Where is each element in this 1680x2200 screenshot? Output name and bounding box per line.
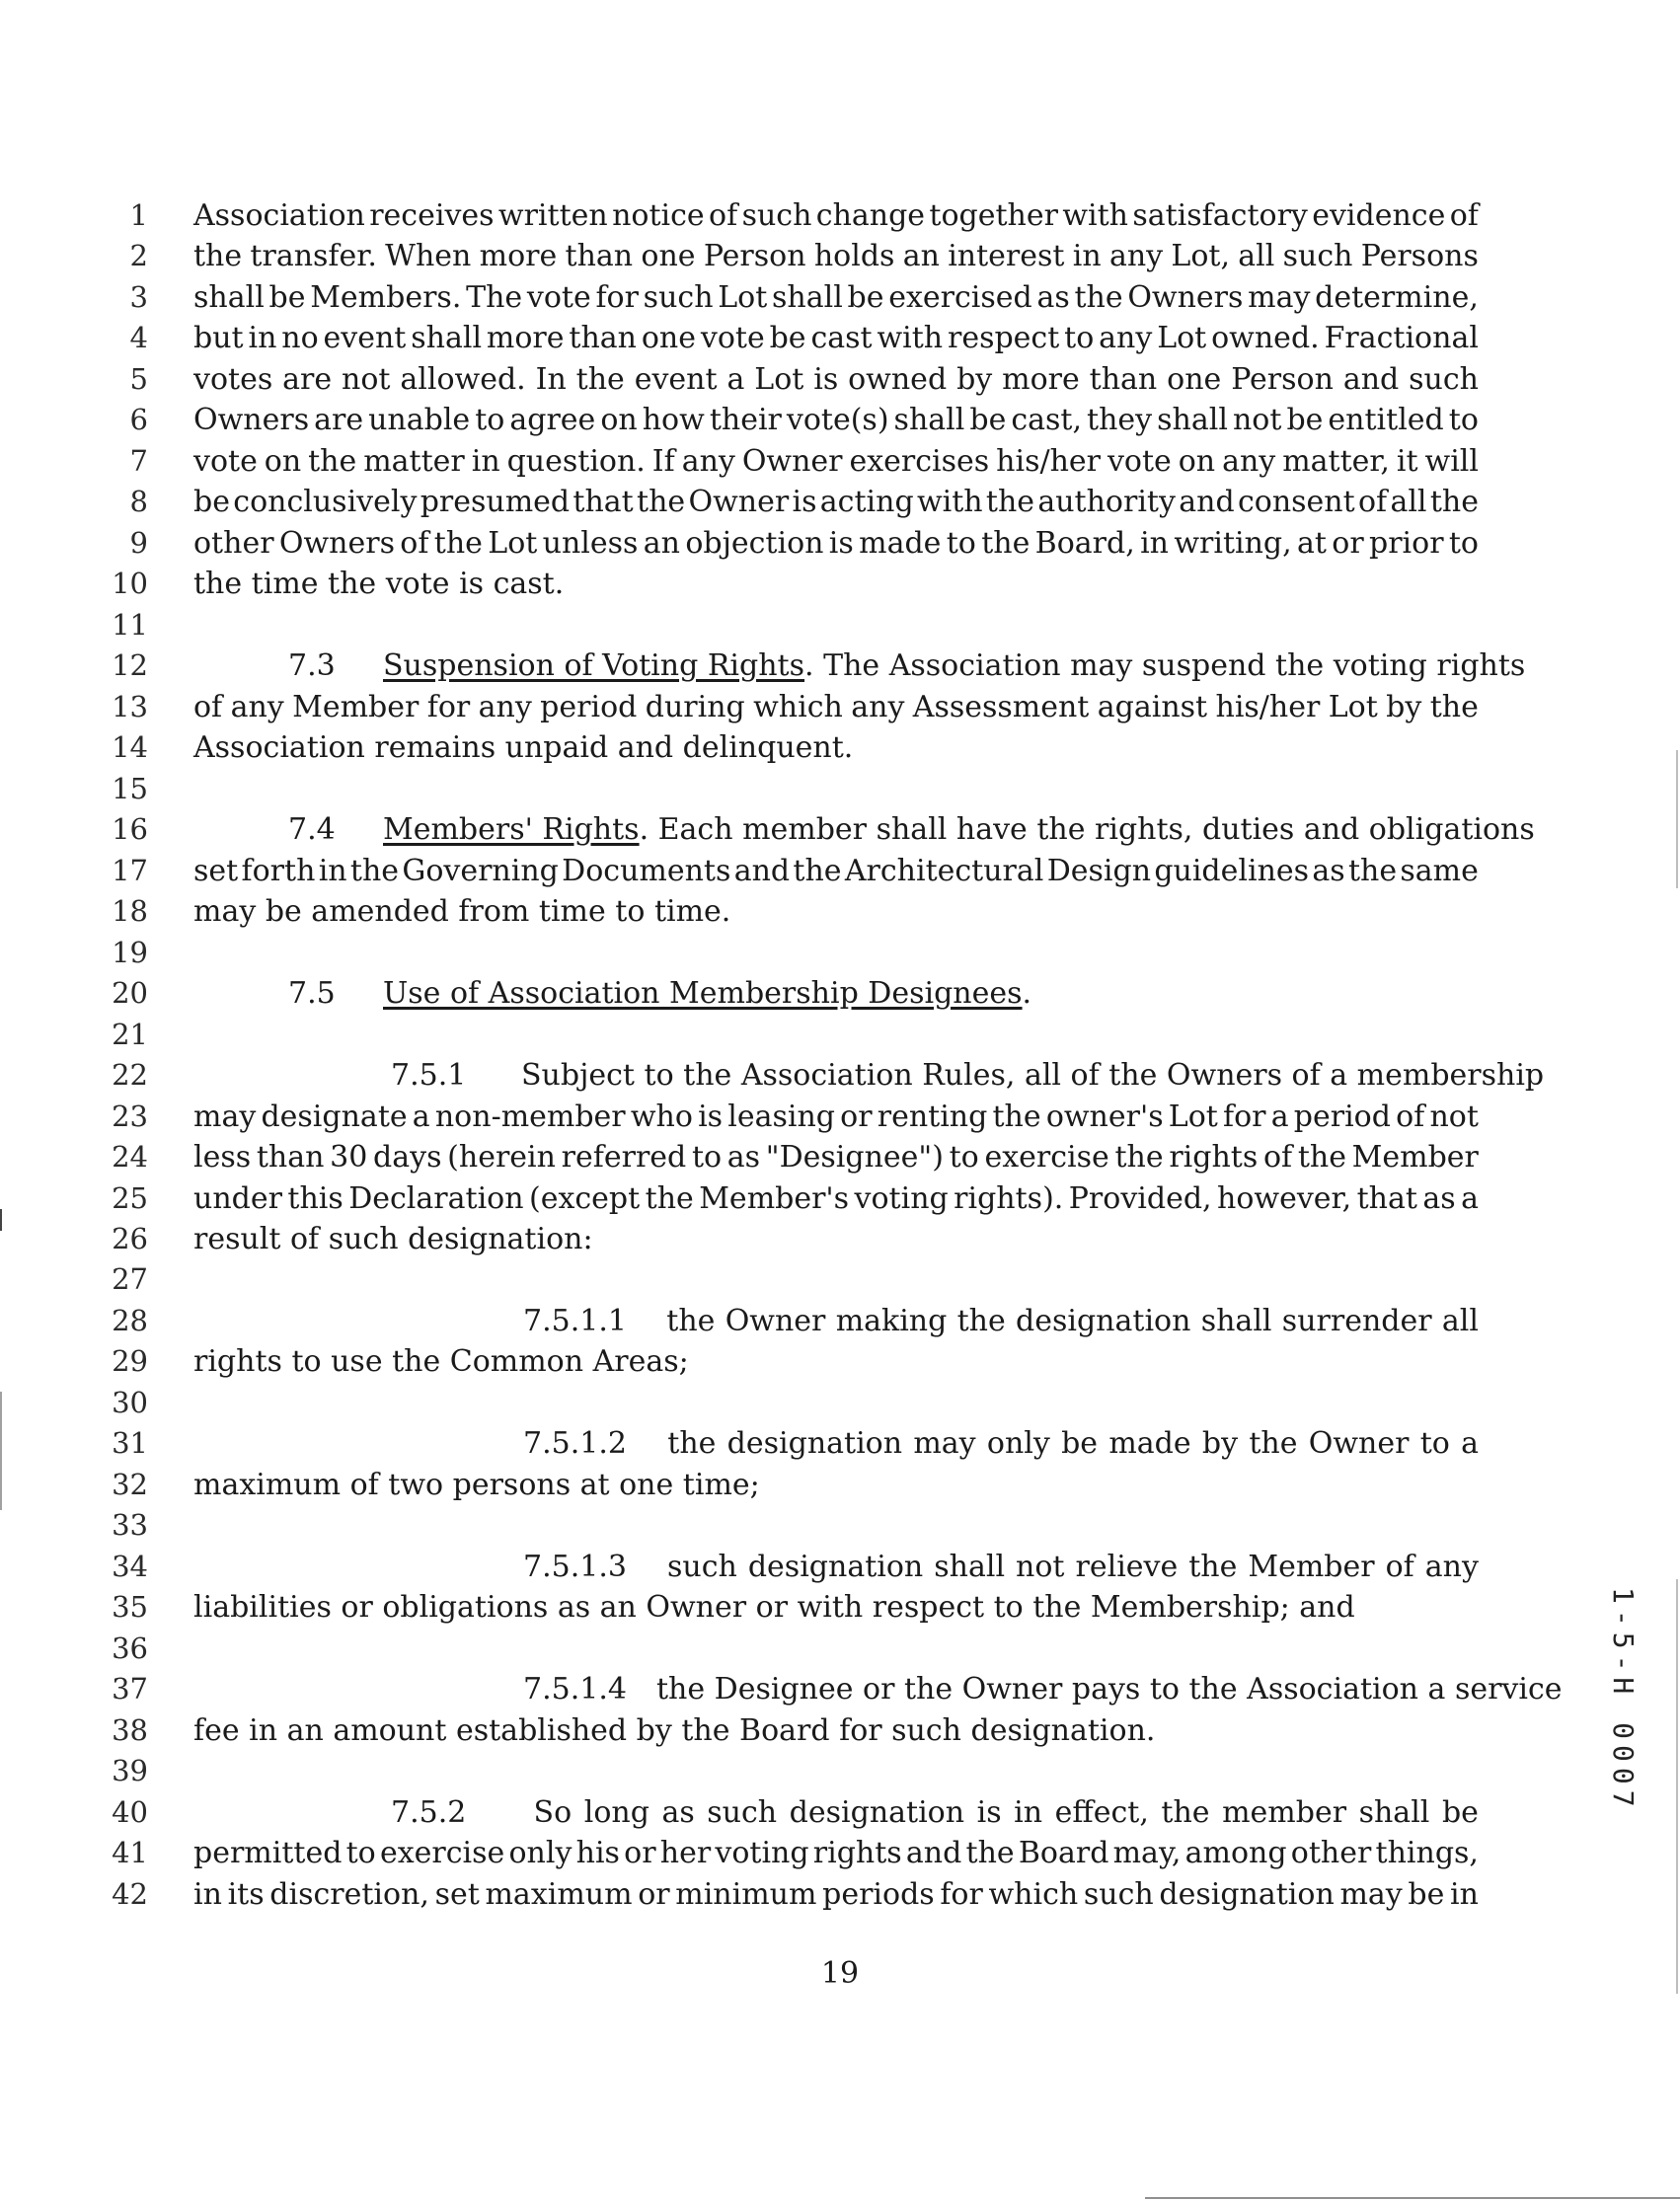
line-number: 9 (129, 525, 148, 560)
line-segment: result of such designation: (193, 1222, 593, 1256)
line-number: 19 (112, 935, 148, 969)
line-text: under this Declaration (except the Member's voting rights). Provided, however, that as a (193, 1180, 1479, 1216)
line-number: 35 (112, 1590, 148, 1625)
document-line (0, 1505, 1680, 1547)
document-line (0, 441, 1680, 483)
section-number: 7.5.1 (391, 1058, 467, 1094)
document-line (0, 933, 1680, 974)
document-line (0, 195, 1680, 237)
section-heading: Use of Association Membership Designees (383, 976, 1023, 1012)
line-number: 34 (112, 1549, 148, 1583)
line-number: 22 (112, 1058, 148, 1093)
line-text: other Owners of the Lot unless an objection is made to the Board, in writing, at or prior to (193, 525, 1479, 561)
document-line (0, 359, 1680, 401)
document-stamp (1607, 1587, 1656, 1873)
document-line (0, 645, 1680, 687)
line-number: 30 (112, 1385, 148, 1419)
line-number: 37 (112, 1672, 148, 1707)
section-heading: Members' Rights (383, 812, 640, 848)
line-text: but in no event shall more than one vote be cast with respect to any Lot owned. Fractional (193, 321, 1479, 356)
document-line (0, 973, 1680, 1015)
line-number: 41 (112, 1836, 148, 1870)
line-text: shall be Members. The vote for such Lot shall be exercised as the Owners may determine, (193, 279, 1479, 315)
line-text: vote on the matter in question. If any Owner exercises his/her vote on any matter, it will (193, 443, 1479, 479)
section-number: 7.5.1.1 (523, 1303, 627, 1338)
line-segment: liabilities or obligations as an Owner or with respect to the Membership; and (193, 1590, 1355, 1626)
document-line (0, 1178, 1680, 1220)
line-segment: . Each member shall have the rights, duties and obligations (639, 812, 1535, 848)
line-segment: maximum of two persons at one time; (193, 1467, 760, 1502)
document-line (0, 1259, 1680, 1301)
line-number: 1 (129, 198, 148, 232)
line-segment: may be amended from time to time. (193, 894, 731, 930)
line-segment: the Designee or the Owner pays to the Association a service (656, 1672, 1563, 1707)
line-text (193, 1587, 1479, 1629)
line-text (288, 973, 1479, 1015)
line-text: 7.5.1.2 the designation may only be made by the Owner to a (523, 1423, 1479, 1465)
line-number: 38 (112, 1712, 148, 1747)
line-number: 20 (112, 976, 148, 1011)
scan-edge-mark (1676, 1579, 1678, 1994)
line-text: permitted to exercise only his or her voting rights and the Board may, among other things, (193, 1836, 1479, 1871)
line-text (288, 809, 1535, 851)
document-line (0, 727, 1680, 769)
document-line (0, 1710, 1680, 1752)
line-number: 36 (112, 1631, 148, 1665)
line-number: 14 (112, 730, 148, 765)
section-number: 7.5 (288, 976, 336, 1012)
line-number: 39 (112, 1754, 148, 1788)
line-number: 24 (112, 1140, 148, 1175)
line-number: 21 (112, 1017, 148, 1051)
line-text (193, 1219, 1479, 1260)
document-line (0, 1587, 1680, 1629)
document-line (0, 523, 1680, 565)
line-text: Owners are unable to agree on how their vote(s) shall be cast, they shall not be entitled to (193, 403, 1479, 438)
scan-edge-mark (0, 1392, 2, 1510)
line-number: 28 (112, 1303, 148, 1337)
line-text: 7.5.2 So long as such designation is in effect, the member shall be (391, 1792, 1479, 1834)
line-number: 25 (112, 1180, 148, 1215)
line-text: of any Member for any period during which any Assessment against his/her Lot by the (193, 689, 1479, 724)
document-line (0, 277, 1680, 319)
line-text: be conclusively presumed that the Owner is acting with the authority and consent of all the (193, 485, 1479, 520)
document-line (0, 1465, 1680, 1506)
line-number: 27 (112, 1262, 148, 1297)
line-number: 10 (112, 567, 148, 601)
document-line (0, 1423, 1680, 1465)
page-number: 19 (820, 1956, 860, 1991)
stamp-number: 1-5-H 0007 (1607, 1587, 1640, 1813)
document-line (0, 1629, 1680, 1670)
line-text (193, 891, 1479, 933)
line-text: the transfer. When more than one Person holds an interest in any Lot, all such Persons (193, 239, 1479, 274)
document-line (0, 1055, 1680, 1097)
line-text (391, 1055, 1545, 1097)
document-line (0, 1669, 1680, 1710)
document-line (0, 1015, 1680, 1056)
document-line (0, 400, 1680, 441)
line-number: 23 (112, 1099, 148, 1133)
line-text: 7.5.1.3 such designation shall not relieve the Member of any (523, 1547, 1479, 1588)
section-number: 7.5.1.2 (523, 1426, 627, 1462)
document-line (0, 482, 1680, 523)
line-segment: rights to use the Common Areas; (193, 1344, 689, 1380)
line-number: 15 (112, 771, 148, 805)
line-text: may designate a non-member who is leasing or renting the owner's Lot for a period of not (193, 1099, 1479, 1134)
line-segment: Association remains unpaid and delinquent. (193, 730, 854, 766)
line-number: 17 (112, 853, 148, 887)
document-line (0, 564, 1680, 605)
line-number: 42 (112, 1876, 148, 1911)
line-number: 31 (112, 1426, 148, 1461)
line-number: 12 (112, 648, 148, 683)
line-number: 18 (112, 894, 148, 929)
line-text (193, 564, 1479, 605)
line-number: 29 (112, 1344, 148, 1379)
line-segment: fee in an amount established by the Board for such designation. (193, 1712, 1156, 1748)
line-number: 4 (129, 321, 148, 355)
document-line (0, 236, 1680, 277)
section-number: 7.5.1.4 (523, 1672, 627, 1707)
line-number: 2 (129, 239, 148, 273)
line-text: votes are not allowed. In the event a Lot is owned by more than one Person and such (193, 361, 1479, 397)
document-line (0, 605, 1680, 646)
scan-edge-mark (1676, 750, 1678, 888)
document-line (0, 891, 1680, 933)
line-number: 16 (112, 812, 148, 847)
line-number: 11 (112, 607, 148, 642)
line-text (288, 645, 1526, 687)
document-line (0, 1301, 1680, 1342)
line-segment: Subject to the Association Rules, all of the Owners of a membership (521, 1058, 1545, 1094)
line-text (193, 1710, 1479, 1752)
line-number: 33 (112, 1508, 148, 1543)
section-number: 7.4 (288, 812, 336, 848)
line-segment: . The Association may suspend the voting rights (804, 648, 1526, 684)
line-text: 7.5.1.1 the Owner making the designation shall surrender all (523, 1301, 1479, 1342)
line-number: 5 (129, 361, 148, 396)
document-line (0, 1341, 1680, 1383)
line-number: 32 (112, 1467, 148, 1501)
document-line (0, 687, 1680, 728)
line-text (523, 1669, 1563, 1710)
section-number: 7.5.1.3 (523, 1549, 627, 1584)
line-text (193, 727, 1479, 769)
line-segment: . (1022, 976, 1032, 1012)
scan-edge-mark (0, 1209, 2, 1231)
line-number: 7 (129, 443, 148, 478)
line-number: 6 (129, 403, 148, 437)
document-line (0, 1219, 1680, 1260)
document-line (0, 1792, 1680, 1834)
document-line (0, 1097, 1680, 1138)
document-line (0, 809, 1680, 851)
line-text: in its discretion, set maximum or minimum periods for which such designation may be in (193, 1876, 1479, 1912)
line-text (193, 1341, 1479, 1383)
line-number: 13 (112, 689, 148, 723)
document-line (0, 1874, 1680, 1916)
document-line (0, 1751, 1680, 1792)
document-line (0, 769, 1680, 810)
line-text (193, 1465, 1479, 1506)
document-line (0, 1547, 1680, 1588)
section-heading: Suspension of Voting Rights (383, 648, 805, 684)
document-line (0, 851, 1680, 892)
line-text: Association receives written notice of such change together with satisfactory evidence of (193, 198, 1479, 233)
document-line (0, 1137, 1680, 1178)
line-number: 3 (129, 279, 148, 314)
document-line (0, 1833, 1680, 1874)
line-number: 40 (112, 1794, 148, 1829)
line-segment: the time the vote is cast. (193, 567, 565, 602)
document-line (0, 1383, 1680, 1424)
section-number: 7.3 (288, 648, 336, 684)
section-number: 7.5.2 (391, 1794, 467, 1830)
line-text: less than 30 days (herein referred to as "Designee") to exercise the rights of the Member (193, 1140, 1479, 1176)
document-line (0, 318, 1680, 359)
line-number: 8 (129, 485, 148, 519)
line-text: set forth in the Governing Documents and the Architectural Design guidelines as the same (193, 853, 1479, 888)
scan-edge-mark (1145, 2197, 1680, 2199)
line-number: 26 (112, 1222, 148, 1255)
